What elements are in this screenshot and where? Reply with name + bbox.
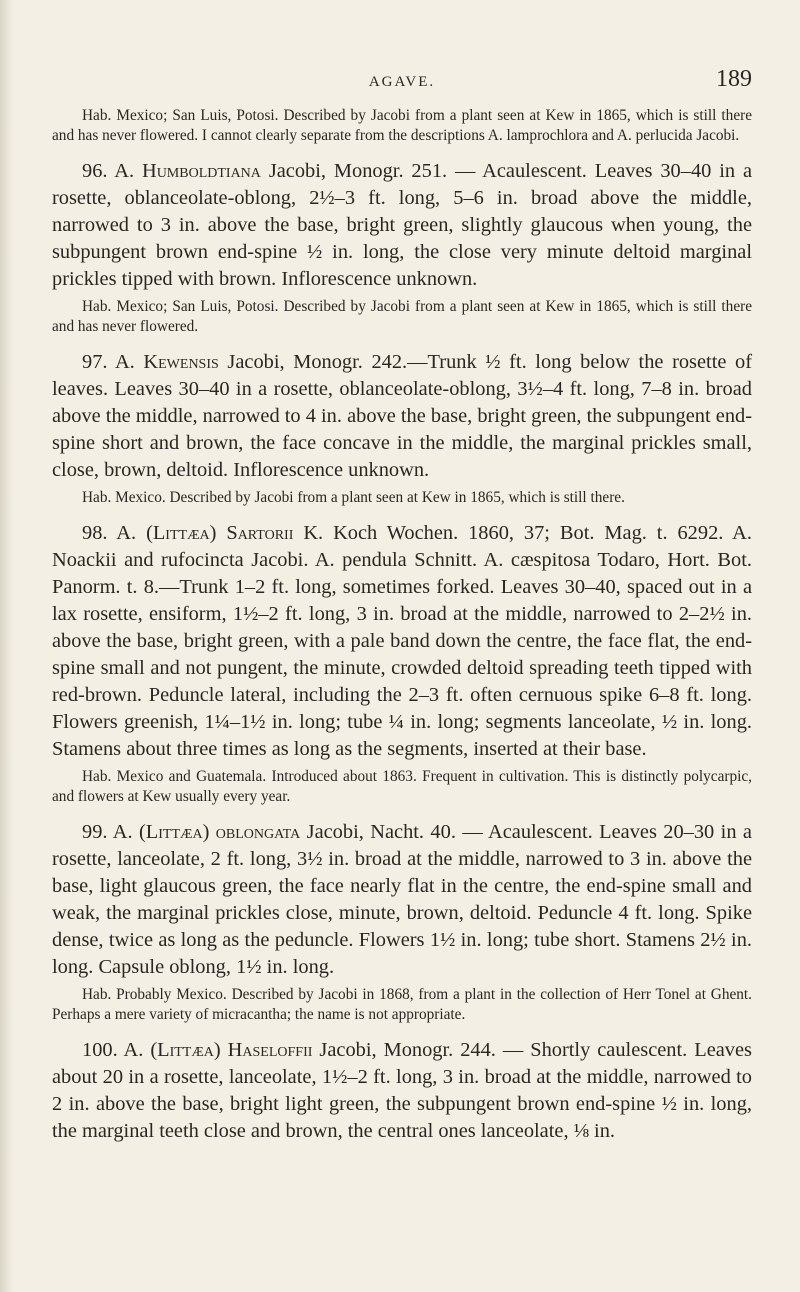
running-head: AGAVE. [368,74,436,90]
species-entry [52,520,752,763]
entry-number: 96. A. [82,160,135,182]
entry-description: Jacobi, Monogr. 244. — Shortly caulescent. Leaves about 20 in a rosette, lanceolate, 1½–2 ft. long, 3 in. broad at the middle, narrowed to 2 in. above the base, bright light green, the subpungent brown end-spine ½ in. long, the marginal teeth close and brown, the central ones lanceolate, ⅛ in. [52,1039,752,1142]
habitat-note: Hab. Mexico; San Luis, Potosi. Described by Jacobi from a plant seen at Kew in 1865, which is still there and has never flowered. I cannot clearly separate from the descriptions A. lamprochlora and A. perlucida Jacobi. [52,107,752,144]
page-gutter-shadow [0,0,14,1292]
entry-description: K. Koch Wochen. 1860, 37; Bot. Mag. t. 6292. A. Noackii and rufocincta Jacobi. A. pendula Schnitt. A. cæspitosa Todaro, Hort. Bot. Panorm. t. 8.—Trunk 1–2 ft. long, sometimes forked. Leaves 30–40, spaced out in a lax rosette, ensiform, 1½–2 ft. long, 3 in. broad at the middle, narrowed to 2–2½ in. above the base, bright green, with a pale band down the centre, the face flat, the end-spine small and not pungent, the minute, crowded deltoid spreading teeth tipped with red-brown. Peduncle lateral, including the 2–3 ft. often cernuous spike 6–8 ft. long. Flowers greenish, 1¼–1½ in. long; tube ¼ in. long; segments lanceolate, ½ in. long. Stamens about three times as long as the segments, inserted at their base. [52,522,752,760]
habitat-note: Hab. Mexico and Guatemala. Introduced about 1863. Frequent in cultivation. This is distinctly polycarpic, and flowers at Kew usually every year. [52,768,752,805]
entry-description: Jacobi, Monogr. 242.—Trunk ½ ft. long below the rosette of leaves. Leaves 30–40 in a rosette, oblanceolate-oblong, 3½–4 ft. long, 7–8 in. broad above the middle, narrowed to 4 in. above the base, bright green, the subpungent end-spine short and brown, the face concave in the middle, the marginal prickles small, close, brown, deltoid. Inflorescence unknown. [52,351,753,481]
species-entry [52,819,752,981]
entry-number: 97. A. [82,351,135,373]
entry-description: Jacobi, Monogr. 251. — Acaulescent. Leaves 30–40 in a rosette, oblanceolate-oblong, 2½–3 ft. long, 5–6 in. broad above the middle, narrowed to 3 in. above the base, bright green, slightly glaucous when young, the subpungent brown end-spine ½ in. long, the close very minute deltoid marginal prickles tipped with brown. Inflorescence unknown. [52,160,752,290]
entry-number: 100. A. [82,1039,144,1061]
page-number: 189 [716,66,752,92]
species-name: Kewensis [143,351,219,373]
habitat-note: Hab. Mexico; San Luis, Potosi. Described by Jacobi from a plant seen at Kew in 1865, which is still there and has never flowered. [52,298,752,335]
species-name: (Littæa) Haseloffii [150,1039,313,1061]
species-entry [52,1037,752,1145]
page-body [52,106,752,1149]
species-entry [52,158,752,293]
entry-number: 98. A. [82,522,137,544]
species-entry [52,349,752,484]
species-name: Humboldtiana [141,160,261,182]
entry-description: Jacobi, Nacht. 40. — Acaulescent. Leaves 20–30 in a rosette, lanceolate, 2 ft. long, 3½ in. broad at the middle, narrowed to 3 in. above the base, light glaucous green, the face nearly flat in the centre, the end-spine small and weak, the marginal prickles close, minute, brown, deltoid. Peduncle 4 ft. long. Spike dense, twice as long as the peduncle. Flowers 1½ in. long; tube short. Stamens 2½ in. long. Capsule oblong, 1½ in. long. [52,821,752,978]
habitat-note: Hab. Mexico. Described by Jacobi from a plant seen at Kew in 1865, which is still there. [82,489,625,506]
species-name: (Littæa) oblongata [139,821,301,843]
species-name: (Littæa) Sartorii [146,522,294,544]
entry-number: 99. A. [82,821,133,843]
habitat-note: Hab. Probably Mexico. Described by Jacobi in 1868, from a plant in the collection of Herr Tonel at Ghent. Perhaps a mere variety of micracantha; the name is not appropriate. [52,986,752,1023]
